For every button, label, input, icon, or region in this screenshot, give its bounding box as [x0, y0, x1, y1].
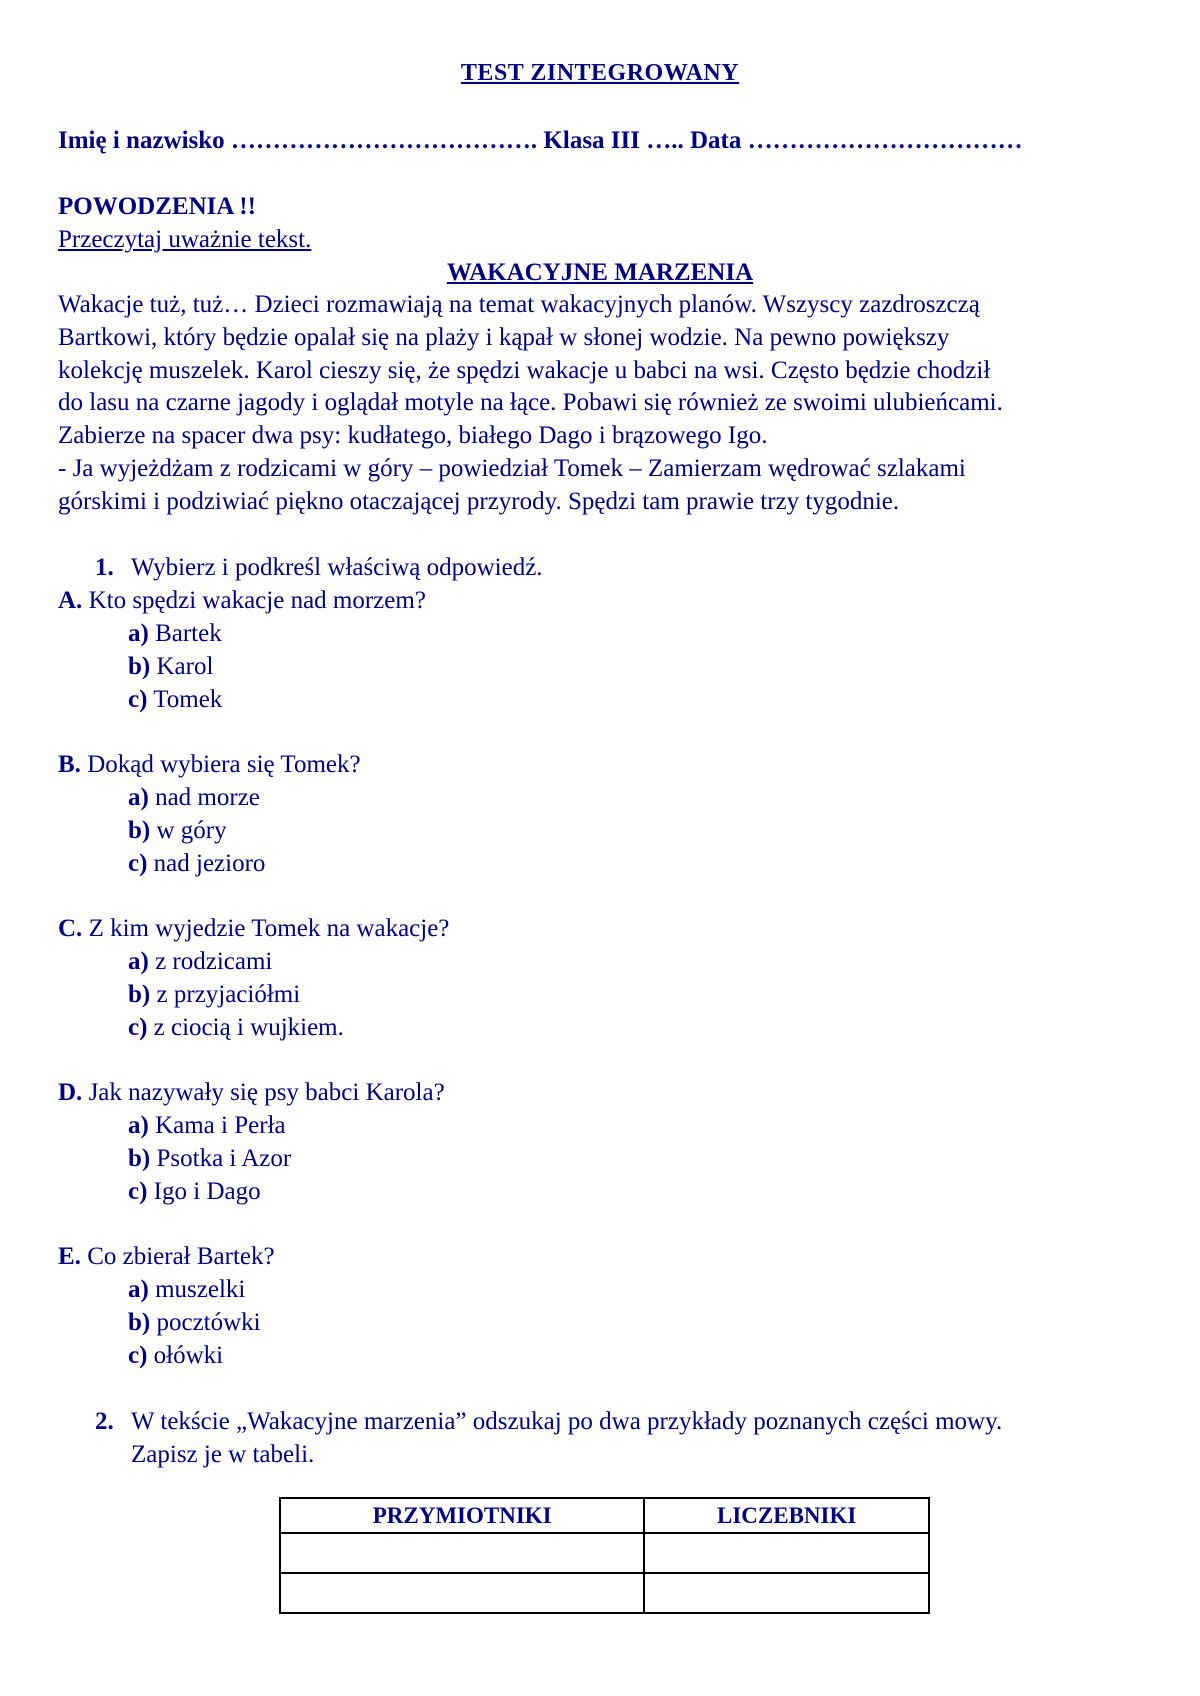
option-text: ołówki — [153, 1342, 224, 1369]
question-e — [58, 1240, 1158, 1273]
good-luck-text: POWODZENIA !! — [58, 193, 256, 220]
answer-option[interactable] — [128, 814, 1200, 847]
option-key: a) — [128, 1112, 149, 1139]
answer-option[interactable] — [128, 1109, 1200, 1142]
option-key: c) — [128, 850, 148, 877]
answer-option[interactable] — [128, 1175, 1200, 1208]
option-key: c) — [128, 686, 148, 713]
option-key: c) — [128, 1178, 148, 1205]
task2-number: 2. — [95, 1408, 114, 1435]
test-title: TEST ZINTEGROWANY — [460, 60, 740, 86]
answer-option[interactable] — [128, 617, 1200, 650]
story-line: kolekcję muszelek. Karol cieszy się, że spędzi wakacje u babci na wsi. Często będzie chodził — [58, 357, 991, 384]
table-row — [280, 1533, 929, 1573]
option-text: Karol — [156, 653, 214, 680]
option-key: b) — [128, 817, 151, 844]
option-key: a) — [128, 948, 149, 975]
question-text: Z kim wyjedzie Tomek na wakacje? — [88, 915, 450, 942]
answer-option[interactable] — [128, 1273, 1200, 1306]
story-line: Wakacje tuż, tuż… Dzieci rozmawiają na temat wakacyjnych planów. Wszyscy zazdroszczą — [58, 291, 980, 318]
story-line: - Ja wyjeżdżam z rodzicami w góry – powiedział Tomek – Zamierzam wędrować szlakami — [58, 455, 966, 482]
read-instruction: Przeczytaj uważnie tekst. — [58, 226, 312, 253]
option-text: nad jezioro — [153, 850, 266, 877]
answer-option[interactable] — [128, 945, 1200, 978]
option-text: z ciocią i wujkiem. — [153, 1014, 344, 1041]
task2-instruction-line2: Zapisz je w tabeli. — [131, 1441, 315, 1468]
question-text: Dokąd wybiera się Tomek? — [87, 751, 361, 778]
option-text: Psotka i Azor — [156, 1145, 292, 1172]
question-text: Kto spędzi wakacje nad morzem? — [88, 587, 426, 614]
option-key: a) — [128, 1276, 149, 1303]
answer-cell[interactable] — [644, 1573, 929, 1613]
option-text: Tomek — [153, 686, 223, 713]
table-header-row — [280, 1498, 929, 1533]
answer-option[interactable] — [128, 1142, 1200, 1175]
question-text: Jak nazywały się psy babci Karola? — [88, 1079, 445, 1106]
answer-option[interactable] — [128, 1339, 1200, 1372]
question-c — [58, 912, 1158, 945]
story-line: do lasu na czarne jagody i oglądał motyle na łące. Pobawi się również ze swoimi ulubieńcami. — [58, 389, 1003, 416]
task2-instruction-line1: W tekście „Wakacyjne marzenia” odszukaj po dwa przykłady poznanych części mowy. — [131, 1408, 1003, 1435]
question-letter: E. — [58, 1243, 81, 1270]
question-b — [58, 748, 1158, 781]
answer-table — [279, 1497, 930, 1614]
story-line: górskimi i podziwiać piękno otaczającej przyrody. Spędzi tam prawie trzy tygodnie. — [58, 488, 900, 515]
option-text: Igo i Dago — [153, 1178, 261, 1205]
question-a — [58, 584, 1158, 617]
answer-option[interactable] — [128, 683, 1200, 716]
option-text: Bartek — [155, 620, 222, 647]
answer-option[interactable] — [128, 1306, 1200, 1339]
option-text: Kama i Perła — [155, 1112, 286, 1139]
question-letter: D. — [58, 1079, 83, 1106]
option-key: c) — [128, 1014, 148, 1041]
answer-cell[interactable] — [280, 1533, 644, 1573]
answer-option[interactable] — [128, 1011, 1200, 1044]
option-text: muszelki — [155, 1276, 246, 1303]
story-line: Zabierze na spacer dwa psy: kudłatego, białego Dago i brązowego Igo. — [58, 422, 768, 449]
option-text: w góry — [156, 817, 227, 844]
answer-option[interactable] — [128, 847, 1200, 880]
question-letter: C. — [58, 915, 83, 942]
answer-cell[interactable] — [280, 1573, 644, 1613]
question-text: Co zbierał Bartek? — [87, 1243, 275, 1270]
table-row — [280, 1573, 929, 1613]
answer-option[interactable] — [128, 978, 1200, 1011]
answer-option[interactable] — [128, 781, 1200, 814]
option-key: a) — [128, 784, 149, 811]
option-text: z przyjaciółmi — [156, 981, 301, 1008]
story-line: Bartkowi, który będzie opalał się na plaży i kąpał w słonej wodzie. Na pewno powiększy — [58, 324, 950, 351]
answer-option[interactable] — [128, 650, 1200, 683]
name-class-date-line: Imię i nazwisko ………………………………. Klasa III ….. Data …………………………… — [58, 127, 1023, 154]
answer-cell[interactable] — [644, 1533, 929, 1573]
option-key: b) — [128, 1309, 151, 1336]
task1-instruction: Wybierz i podkreśl właściwą odpowiedź. — [131, 554, 543, 581]
story-title: WAKACYJNE MARZENIA — [446, 259, 754, 286]
option-text: pocztówki — [156, 1309, 261, 1336]
option-key: b) — [128, 981, 151, 1008]
option-key: a) — [128, 620, 149, 647]
question-d — [58, 1076, 1158, 1109]
option-text: z rodzicami — [155, 948, 273, 975]
header-adjectives: PRZYMIOTNIKI — [280, 1498, 644, 1533]
option-key: c) — [128, 1342, 148, 1369]
option-key: b) — [128, 1145, 151, 1172]
header-numerals: LICZEBNIKI — [644, 1498, 929, 1533]
task1-number: 1. — [95, 554, 114, 581]
option-key: b) — [128, 653, 151, 680]
question-letter: A. — [58, 587, 83, 614]
question-letter: B. — [58, 751, 81, 778]
option-text: nad morze — [155, 784, 260, 811]
